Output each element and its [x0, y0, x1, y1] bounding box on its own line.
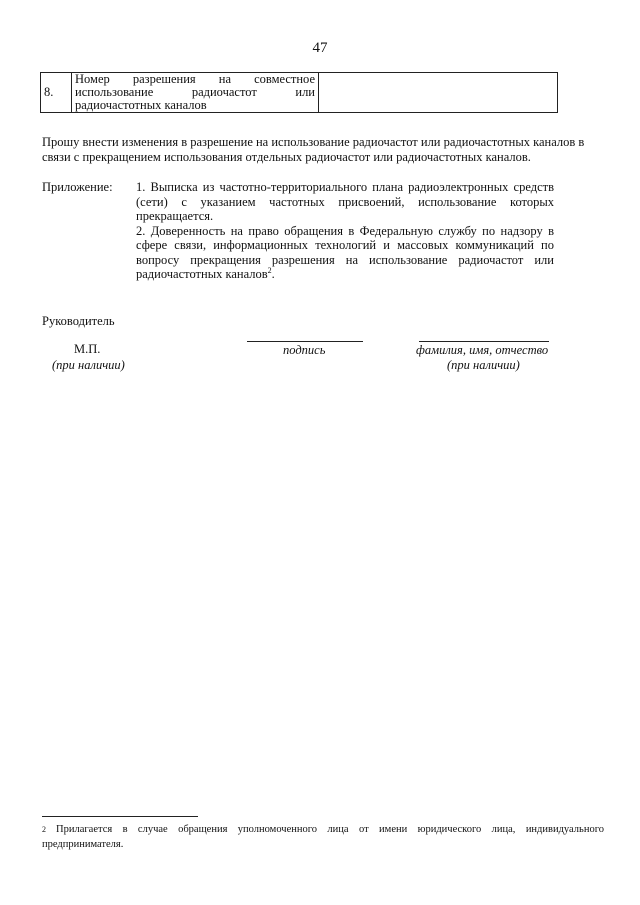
head-label: Руководитель: [42, 314, 115, 328]
row-label-line-3: радиочастотных каналов: [75, 98, 207, 112]
attachments-label: Приложение:: [42, 180, 113, 194]
row-label: [72, 73, 319, 113]
footnote-ref: 2: [267, 265, 272, 275]
seal-note: (при наличии): [52, 358, 125, 372]
name-caption: фамилия, имя, отчество: [416, 343, 549, 357]
footnote-text: Прилагается в случае обращения уполномоченного лица от имени юридического лица, индивидуального предпринимателя.: [42, 824, 604, 850]
page-number: 47: [312, 40, 328, 56]
row-value[interactable]: [319, 73, 558, 113]
footnote-mark: 2: [42, 825, 46, 834]
table-row: [41, 73, 558, 113]
permit-table: [40, 72, 558, 113]
footnote: [42, 822, 604, 852]
attachment-item-2-end: .: [271, 267, 275, 281]
name-line: [419, 341, 549, 342]
signature-caption: подпись: [283, 343, 326, 357]
row-label-line-1: Номер разрешения на совместное: [75, 72, 315, 86]
attachment-item-1: 1. Выписка из частотно-территориального плана радиоэлектронных средств (сети) с указанием частотных присвоений, использование которых прекращается.: [136, 180, 554, 223]
attachments-list: [136, 180, 554, 282]
request-text: Прошу внести изменения в разрешение на использование радиочастот или радиочастотных каналов в связи с прекращением использования отдельных радиочастот или радиочастотных каналов.: [42, 135, 585, 164]
attachment-item-2: [136, 224, 554, 282]
footnote-divider: [42, 816, 198, 817]
row-number: 8.: [41, 73, 72, 113]
attachment-item-2-text: 2. Доверенность на право обращения в Федеральную службу по надзору в сфере связи, информационных технологий и массовых коммуникаций по вопросу прекращения разрешения на использование радиочастот или радиочастотных каналов: [136, 223, 554, 281]
row-label-line-2: использование радиочастот или: [75, 85, 315, 99]
name-note: (при наличии): [447, 358, 520, 372]
seal-label: М.П.: [74, 342, 101, 356]
signature-line: [247, 341, 363, 342]
